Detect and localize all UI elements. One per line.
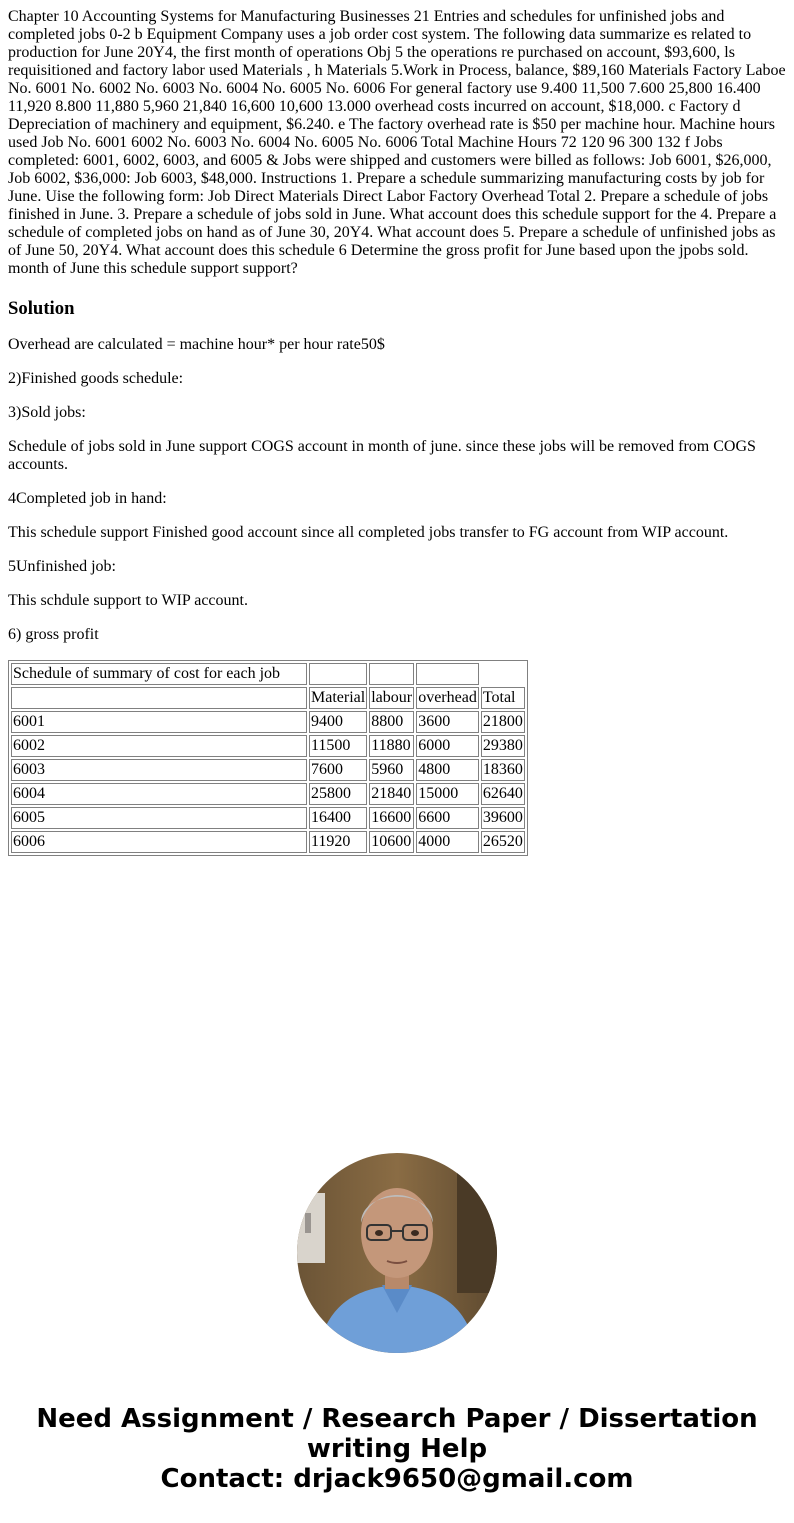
material-cell: 25800 (309, 783, 367, 805)
table-cell-empty (481, 663, 525, 685)
material-cell: 11920 (309, 831, 367, 853)
promo-line: Need Assignment / Research Paper / Dissertation (36, 1404, 758, 1434)
table-header: Total (481, 687, 525, 709)
table-header (11, 687, 307, 709)
overhead-cell: 15000 (416, 783, 479, 805)
solution-paragraph: 5Unfinished job: (8, 558, 116, 575)
job-number-cell: 6001 (11, 711, 307, 733)
solution-paragraph: This schedule support Finished good account since all completed jobs transfer to FG account from WIP account. (8, 524, 729, 541)
job-number-cell: 6004 (11, 783, 307, 805)
solution-paragraph: 4Completed job in hand: (8, 490, 167, 507)
total-cell: 29380 (481, 735, 525, 757)
solution-paragraph: Schedule of jobs sold in June support COGS account in month of june. since these jobs will be removed from COGS accounts. (8, 438, 756, 473)
table-row (11, 735, 525, 757)
tutor-avatar (297, 1153, 497, 1353)
material-cell: 9400 (309, 711, 367, 733)
table-title-row (11, 663, 525, 685)
total-cell: 18360 (481, 759, 525, 781)
total-cell: 39600 (481, 807, 525, 829)
table-cell (309, 663, 367, 685)
overhead-cell: 4800 (416, 759, 479, 781)
table-header: Material (309, 687, 367, 709)
solution-heading: Solution (8, 298, 75, 319)
solution-paragraph: Overhead are calculated = machine hour* per hour rate50$ (8, 336, 385, 353)
table-row (11, 783, 525, 805)
overhead-cell: 6000 (416, 735, 479, 757)
table-header-row (11, 687, 525, 709)
job-number-cell: 6005 (11, 807, 307, 829)
labour-cell: 5960 (369, 759, 414, 781)
labour-cell: 21840 (369, 783, 414, 805)
solution-paragraph: 3)Sold jobs: (8, 404, 86, 421)
labour-cell: 16600 (369, 807, 414, 829)
solution-paragraph: 2)Finished goods schedule: (8, 370, 184, 387)
table-cell (416, 663, 479, 685)
solution-paragraph: 6) gross profit (8, 626, 99, 643)
material-cell: 7600 (309, 759, 367, 781)
table-row (11, 807, 525, 829)
question-text: Chapter 10 Accounting Systems for Manufacturing Businesses 21 Entries and schedules for unfinished jobs and completed jobs 0-2 b Equipment Company uses a job order cost system. The following data summarize es related to production for June 20Y4, the first month of operations Obj 5 the operations re purchased on account, $93,600, ls requisitioned and factory labor used Materials , h Materials 5.Work in Process, balance, $89,160 Materials Factory Laboe No. 6001 No. 6002 No. 6003 No. 6004 No. 6005 No. 6006 For general factory use 9.400 11,500 7.600 25,800 16.400 11,920 8.800 11,880 5,960 21,840 16,600 10,600 13.000 overhead costs incurred on account, $18,000. c Factory d Depreciation of machinery and equipment, $6.240. e The factory overhead rate is $50 per machine hour. Machine hours used Job No. 6001 6002 No. 6003 No. 6004 No. 6005 No. 6006 Total Machine Hours 72 120 96 300 132 f Jobs completed: 6001, 6002, 6003, and 6005 & Jobs were shipped and customers were billed as follows: Job 6001, $26,000, Job 6002, $36,000: Job 6003, $48,000. Instructions 1. Prepare a schedule summarizing manufacturing costs by job for June. Uise the following form: Job Direct Materials Direct Labor Factory Overhead Total 2. Prepare a schedule of jobs finished in June. 3. Prepare a schedule of jobs sold in June. What account does this schedule support for the 4. Prepare a schedule of completed jobs on hand as of June 30, 20Y4. What account does 5. Prepare a schedule of unfinished jobs as of June 50, 20Y4. What account does this schedule 6 Determine the gross profit for June based upon the jpobs sold. month of June this schedule support support? (8, 8, 786, 277)
labour-cell: 11880 (369, 735, 414, 757)
table-title: Schedule of summary of cost for each job (11, 663, 307, 685)
material-cell: 11500 (309, 735, 367, 757)
labour-cell: 10600 (369, 831, 414, 853)
document-body (8, 8, 786, 856)
table-cell (369, 663, 414, 685)
solution-paragraph: This schdule support to WIP account. (8, 592, 248, 609)
promo-banner (0, 1404, 794, 1494)
promo-line: writing Help (306, 1434, 488, 1464)
promo-contact: Contact: drjack9650@gmail.com (160, 1464, 634, 1494)
table-row (11, 711, 525, 733)
total-cell: 26520 (481, 831, 525, 853)
table-row (11, 759, 525, 781)
job-number-cell: 6003 (11, 759, 307, 781)
labour-cell: 8800 (369, 711, 414, 733)
overhead-cell: 4000 (416, 831, 479, 853)
material-cell: 16400 (309, 807, 367, 829)
cost-summary-table (8, 660, 528, 856)
total-cell: 62640 (481, 783, 525, 805)
job-number-cell: 6002 (11, 735, 307, 757)
total-cell: 21800 (481, 711, 525, 733)
job-number-cell: 6006 (11, 831, 307, 853)
table-header: labour (369, 687, 414, 709)
overhead-cell: 3600 (416, 711, 479, 733)
tutor-portrait-image (297, 1153, 497, 1353)
overhead-cell: 6600 (416, 807, 479, 829)
table-header: overhead (416, 687, 479, 709)
table-row (11, 831, 525, 853)
